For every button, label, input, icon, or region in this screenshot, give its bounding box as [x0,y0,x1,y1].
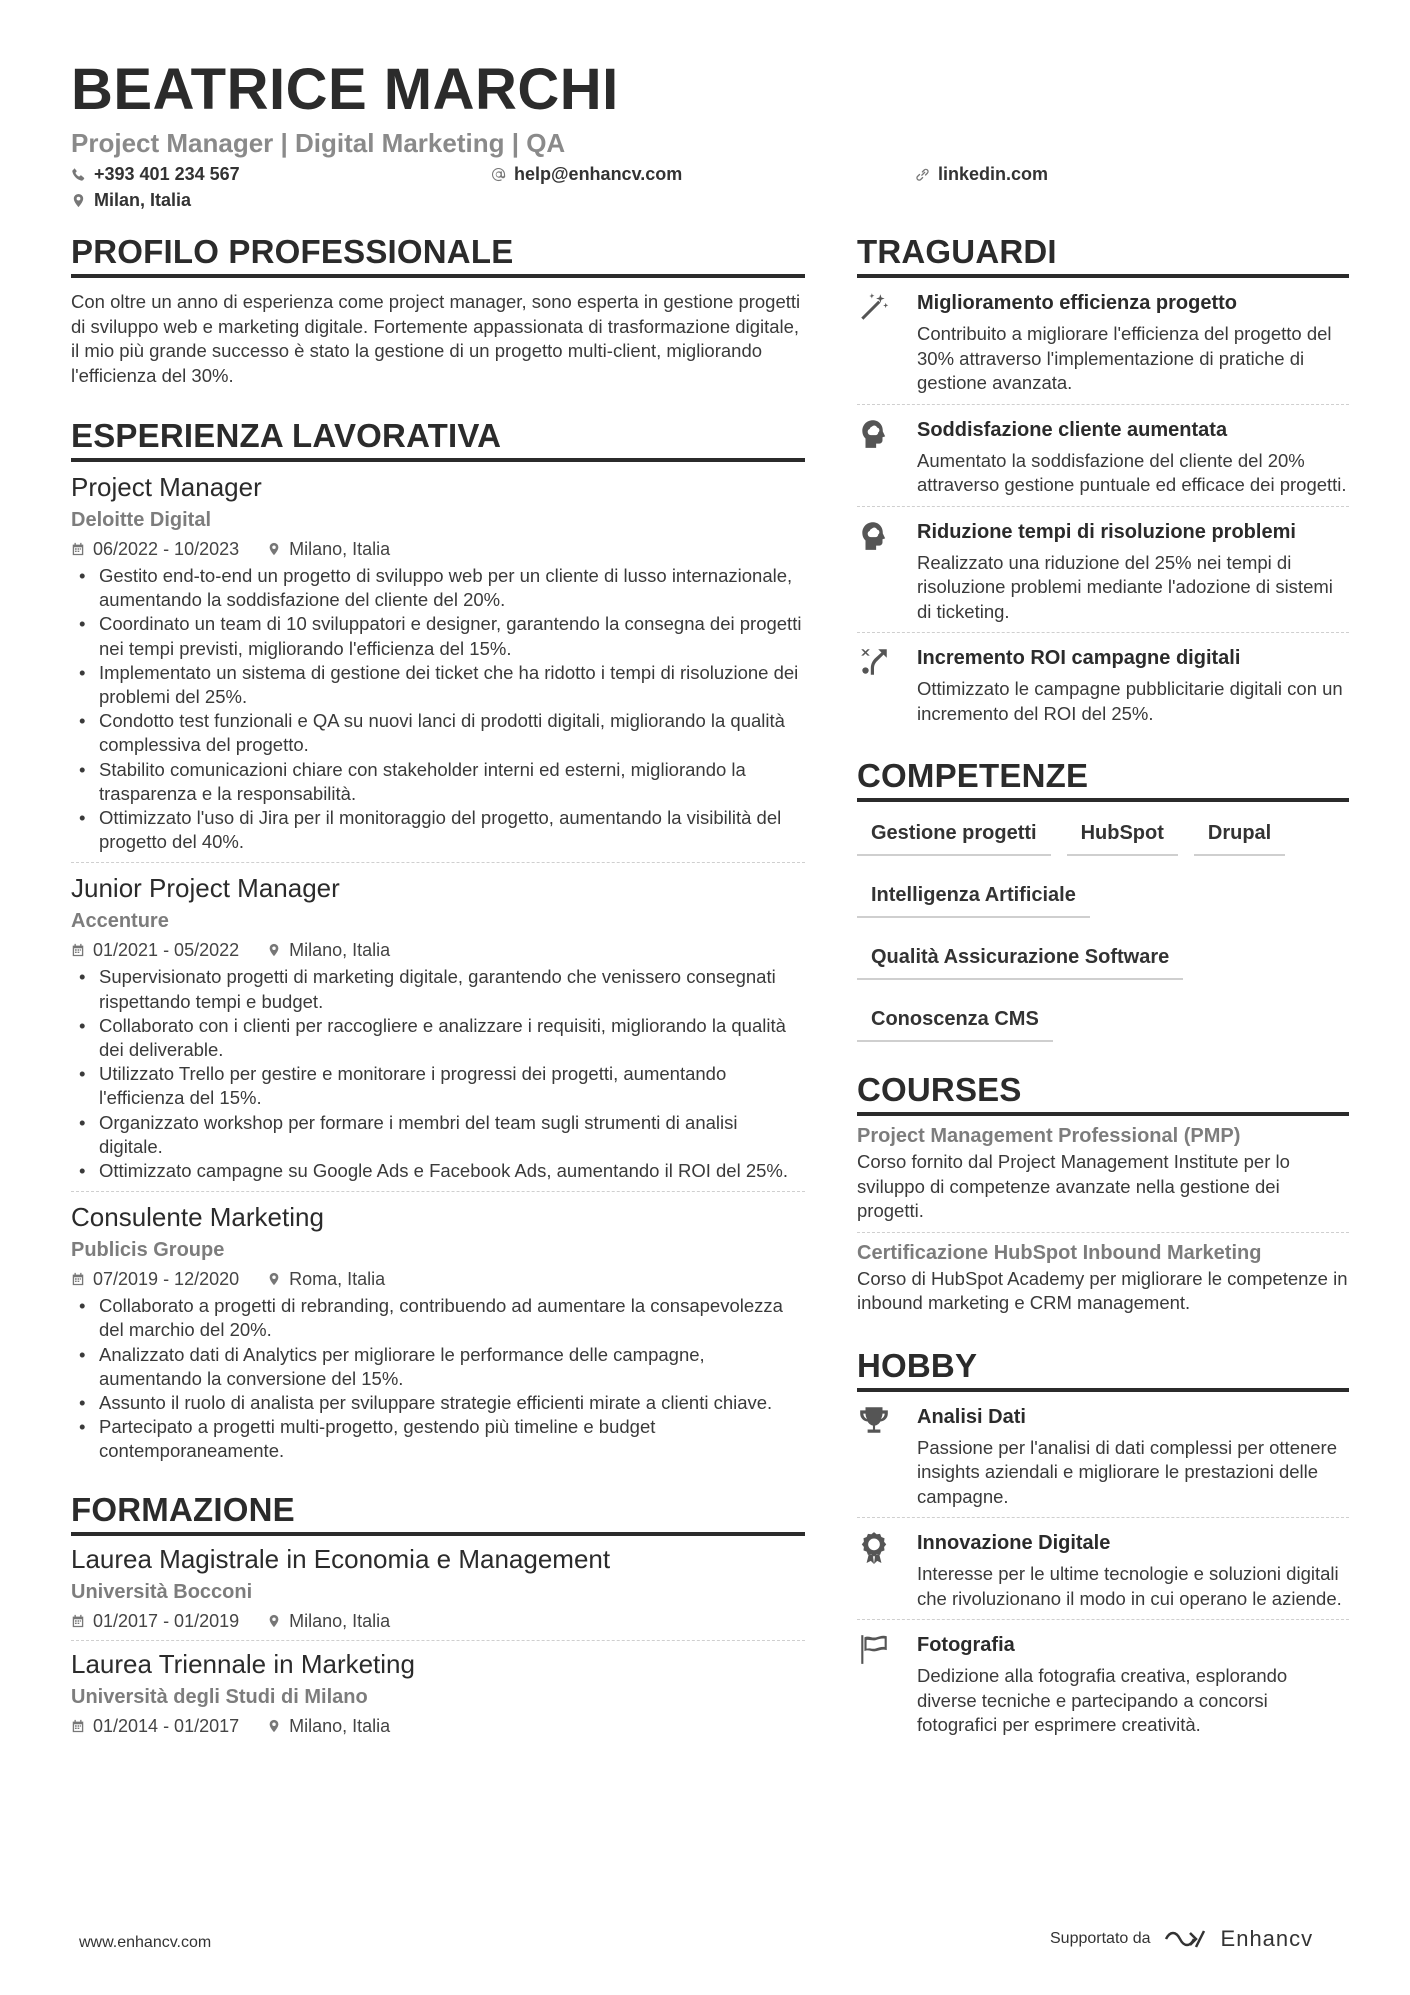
bullet-item: • Implementato un sistema di gestione dei ticket che ha ridotto i tempi di risoluzione dei problemi del 25%. [71,661,805,709]
head-brain-icon [857,517,917,625]
section-title: FORMAZIONE [71,1490,805,1536]
education-dates [71,1713,239,1739]
flag-icon [857,1630,917,1738]
dates-text: 01/2017 - 01/2019 [93,1610,240,1631]
enhancv-logo-icon [1163,1927,1209,1951]
section-title: TRAGUARDI [857,232,1349,278]
email-address: help@enhancv.com [514,164,683,184]
bullet-item: • Gestito end-to-end un progetto di sviluppo web per un cliente di lusso internazionale, aumentando la soddisfazione del cliente del 20%. [71,564,805,612]
education-dates [71,1608,239,1634]
skills-section [857,756,1349,1060]
achievement-item [857,405,1349,507]
skill-tag: HubSpot [1067,812,1178,856]
phone-icon [71,167,86,182]
award-badge-icon [857,1528,917,1611]
location-text: Milano, Italia [289,940,391,961]
achievement-item [857,507,1349,634]
achievement-desc: Aumentato la soddisfazione del cliente del 20% attraverso gestione puntuale ed efficace dei progetti. [917,449,1347,495]
job-meta [71,1266,805,1292]
job-entry [71,863,805,1192]
skill-tag: Qualità Assicurazione Software [857,936,1183,980]
location-text: Roma, Italia [289,1269,386,1290]
course-entry [857,1116,1349,1233]
course-title: Project Management Professional (PMP) [857,1125,1241,1147]
achievement-title: Soddisfazione cliente aumentata [917,418,1228,441]
bullet-item: • Partecipato a progetti multi-progetto, gestendo più timeline e budget contemporaneamente. [71,1415,805,1463]
job-location [267,1266,385,1292]
education-location [267,1608,390,1634]
course-entry [857,1233,1349,1324]
strategy-arrow-icon [857,643,917,726]
job-role: Consulente Marketing [71,1202,324,1233]
location-pin-icon [267,1272,281,1286]
calendar-icon [71,1719,85,1733]
job-company: Deloitte Digital [71,509,212,531]
bullet-item: • Utilizzato Trello per gestire e monitorare i progressi dei progetti, aumentando l'efficienza del 15%. [71,1062,805,1110]
bullet-item: • Ottimizzato campagne su Google Ads e Facebook Ads, aumentando il ROI del 25%. [71,1159,805,1183]
dates-text: 06/2022 - 10/2023 [93,539,240,559]
hobby-item [857,1518,1349,1620]
bullet-item: • Organizzato workshop per formare i membri del team sugli strumenti di analisi digitale. [71,1111,805,1159]
linkedin-link: linkedin.com [938,164,1049,184]
hobby-desc: Interesse per le ultime tecnologie e soluzioni digitali che rivoluzionano il modo in cui operano le aziende. [917,1563,1342,1609]
education-meta [71,1713,805,1739]
section-title: COURSES [857,1070,1349,1116]
powered-by-text: Supportato da [1050,1930,1151,1947]
experience-section [71,416,805,1472]
job-company: Accenture [71,910,169,933]
job-dates [71,536,239,562]
school-name: Università degli Studi di Milano [71,1685,368,1708]
dates-text: 01/2014 - 01/2017 [93,1715,240,1736]
job-bullets [71,564,805,854]
courses-section [857,1070,1349,1324]
achievement-item [857,633,1349,734]
achievement-desc: Realizzato una riduzione del 25% nei tempi di risoluzione problemi mediante l'adozione di sistemi di ticketing. [917,551,1333,622]
achievement-desc: Contribuito a migliorare l'efficienza del progetto del 30% attraverso l'implementazione di pratiche di gestione avanzata. [917,323,1332,393]
right-column [857,232,1349,1774]
achievements-section [857,232,1349,734]
job-company: Publicis Groupe [71,1239,225,1262]
job-entry [71,462,805,863]
hobby-item [857,1392,1349,1519]
hobby-desc: Passione per l'analisi di dati complessi per ottenere insights aziendali e migliorare le prestazioni delle campagne. [917,1436,1338,1507]
job-meta [71,536,805,562]
course-desc: Corso fornito dal Project Management Institute per lo sviluppo di competenze avanzate nella gestione dei progetti. [857,1151,1290,1221]
location-pin-icon [267,943,281,957]
contact-linkedin[interactable] [915,164,1048,185]
job-dates [71,937,239,963]
location-pin-icon [267,1719,281,1733]
education-entry [71,1641,805,1745]
job-role: Project Manager [71,472,262,502]
degree-title: Laurea Triennale in Marketing [71,1648,415,1679]
education-section [71,1490,805,1745]
footer-branding [1050,1926,1313,1952]
bullet-item: • Stabilito comunicazioni chiare con stakeholder interni ed esterni, migliorando la trasparenza e la responsabilità. [71,758,805,806]
achievement-title: Miglioramento efficienza progetto [917,292,1238,314]
contact-info [71,164,1351,216]
location-text: Milan, Italia [94,190,192,210]
bullet-item: • Collaborato con i clienti per raccogliere e analizzare i requisiti, migliorando la qualità dei deliverable. [71,1014,805,1062]
achievement-item [857,278,1349,405]
job-meta [71,937,805,963]
contact-phone [71,164,240,185]
section-title: PROFILO PROFESSIONALE [71,232,805,278]
footer-website[interactable]: www.enhancv.com [79,1934,212,1951]
location-text: Milano, Italia [289,539,391,559]
hobby-section [857,1346,1349,1746]
hobby-title: Fotografia [917,1634,1015,1656]
calendar-icon [71,1272,85,1286]
job-location [267,536,390,562]
course-desc: Corso di HubSpot Academy per migliorare le competenze in inbound marketing e CRM management. [857,1267,1348,1313]
education-meta [71,1608,805,1634]
achievement-title: Riduzione tempi di risoluzione problemi [917,520,1296,543]
hobby-title: Innovazione Digitale [917,1532,1111,1554]
skill-tag: Intelligenza Artificiale [857,874,1090,918]
link-icon [915,167,930,182]
magic-wand-icon [857,288,917,396]
resume-header [71,54,1351,216]
course-title: Certificazione HubSpot Inbound Marketing [857,1241,1262,1264]
hobby-title: Analisi Dati [917,1405,1026,1428]
bullet-item: • Assunto il ruolo di analista per sviluppare strategie efficienti mirate a clienti chiave. [71,1391,805,1415]
location-text: Milano, Italia [289,1610,391,1631]
location-pin-icon [267,542,281,556]
bullet-item: • Coordinato un team di 10 sviluppatori e designer, garantendo la consegna dei progetti nei tempi previsti, migliorando l'efficienza del 15%. [71,612,805,660]
job-dates [71,1266,239,1292]
section-title: ESPERIENZA LAVORATIVA [71,416,805,462]
section-title: HOBBY [857,1346,1349,1392]
contact-email[interactable] [491,164,682,185]
job-bullets [71,965,805,1183]
bullet-item: • Analizzato dati di Analytics per migliorare le performance delle campagne, aumentando la conversione del 15%. [71,1343,805,1391]
dates-text: 01/2021 - 05/2022 [93,940,240,961]
education-entry [71,1536,805,1641]
phone-number: +393 401 234 567 [94,164,240,184]
profile-section [71,232,805,388]
skill-tag: Conoscenza CMS [857,998,1053,1042]
achievement-desc: Ottimizzato le campagne pubblicitarie digitali con un incremento del ROI del 25%. [917,678,1343,724]
bullet-item: • Collaborato a progetti di rebranding, contribuendo ad aumentare la consapevolezza del marchio del 20%. [71,1294,805,1342]
hobby-desc: Dedizione alla fotografia creativa, esplorando diverse tecniche e partecipando a concorsi fotografici per esprimere creatività. [917,1665,1288,1735]
skill-tag: Gestione progetti [857,812,1051,856]
bullet-item: • Ottimizzato l'uso di Jira per il monitoraggio del progetto, aumentando la visibilità del progetto del 40%. [71,806,805,854]
degree-title: Laurea Magistrale in Economia e Management [71,1543,611,1574]
bullet-item: • Condotto test funzionali e QA su nuovi lanci di prodotti digitali, migliorando la qualità complessiva del progetto. [71,709,805,757]
job-entry [71,1192,805,1471]
job-bullets [71,1294,805,1463]
bullet-item: • Supervisionato progetti di marketing digitale, garantendo che venissero consegnati rispettando tempi e budget. [71,965,805,1013]
calendar-icon [71,1614,85,1628]
at-sign-icon [491,167,506,182]
contact-location [71,190,191,211]
calendar-icon [71,542,85,556]
job-role: Junior Project Manager [71,873,340,904]
location-pin-icon [71,193,86,208]
school-name: Università Bocconi [71,1580,253,1603]
skills-list [857,802,1349,1060]
education-location [267,1713,390,1739]
section-title: COMPETENZE [857,756,1349,802]
candidate-title: Project Manager | Digital Marketing | QA [71,128,566,158]
candidate-name: BEATRICE MARCHI [71,57,619,122]
left-column [71,232,805,1773]
brand-name: Enhancv [1220,1926,1314,1951]
location-pin-icon [267,1614,281,1628]
trophy-icon [857,1402,917,1510]
job-location [267,937,390,963]
calendar-icon [71,943,85,957]
hobby-item [857,1620,1349,1746]
achievement-title: Incremento ROI campagne digitali [917,647,1241,669]
skill-tag: Drupal [1194,812,1285,856]
location-text: Milano, Italia [289,1715,391,1736]
dates-text: 07/2019 - 12/2020 [93,1269,240,1290]
profile-summary: Con oltre un anno di esperienza come project manager, sono esperta in gestione progetti di sviluppo web e marketing digitale. Fortemente appassionata di trasformazione digitale, il mio più grande successo è stato la gestione di un progetto multi-client, migliorando l'efficienza del 30%. [71,291,801,386]
head-brain-icon [857,415,917,498]
